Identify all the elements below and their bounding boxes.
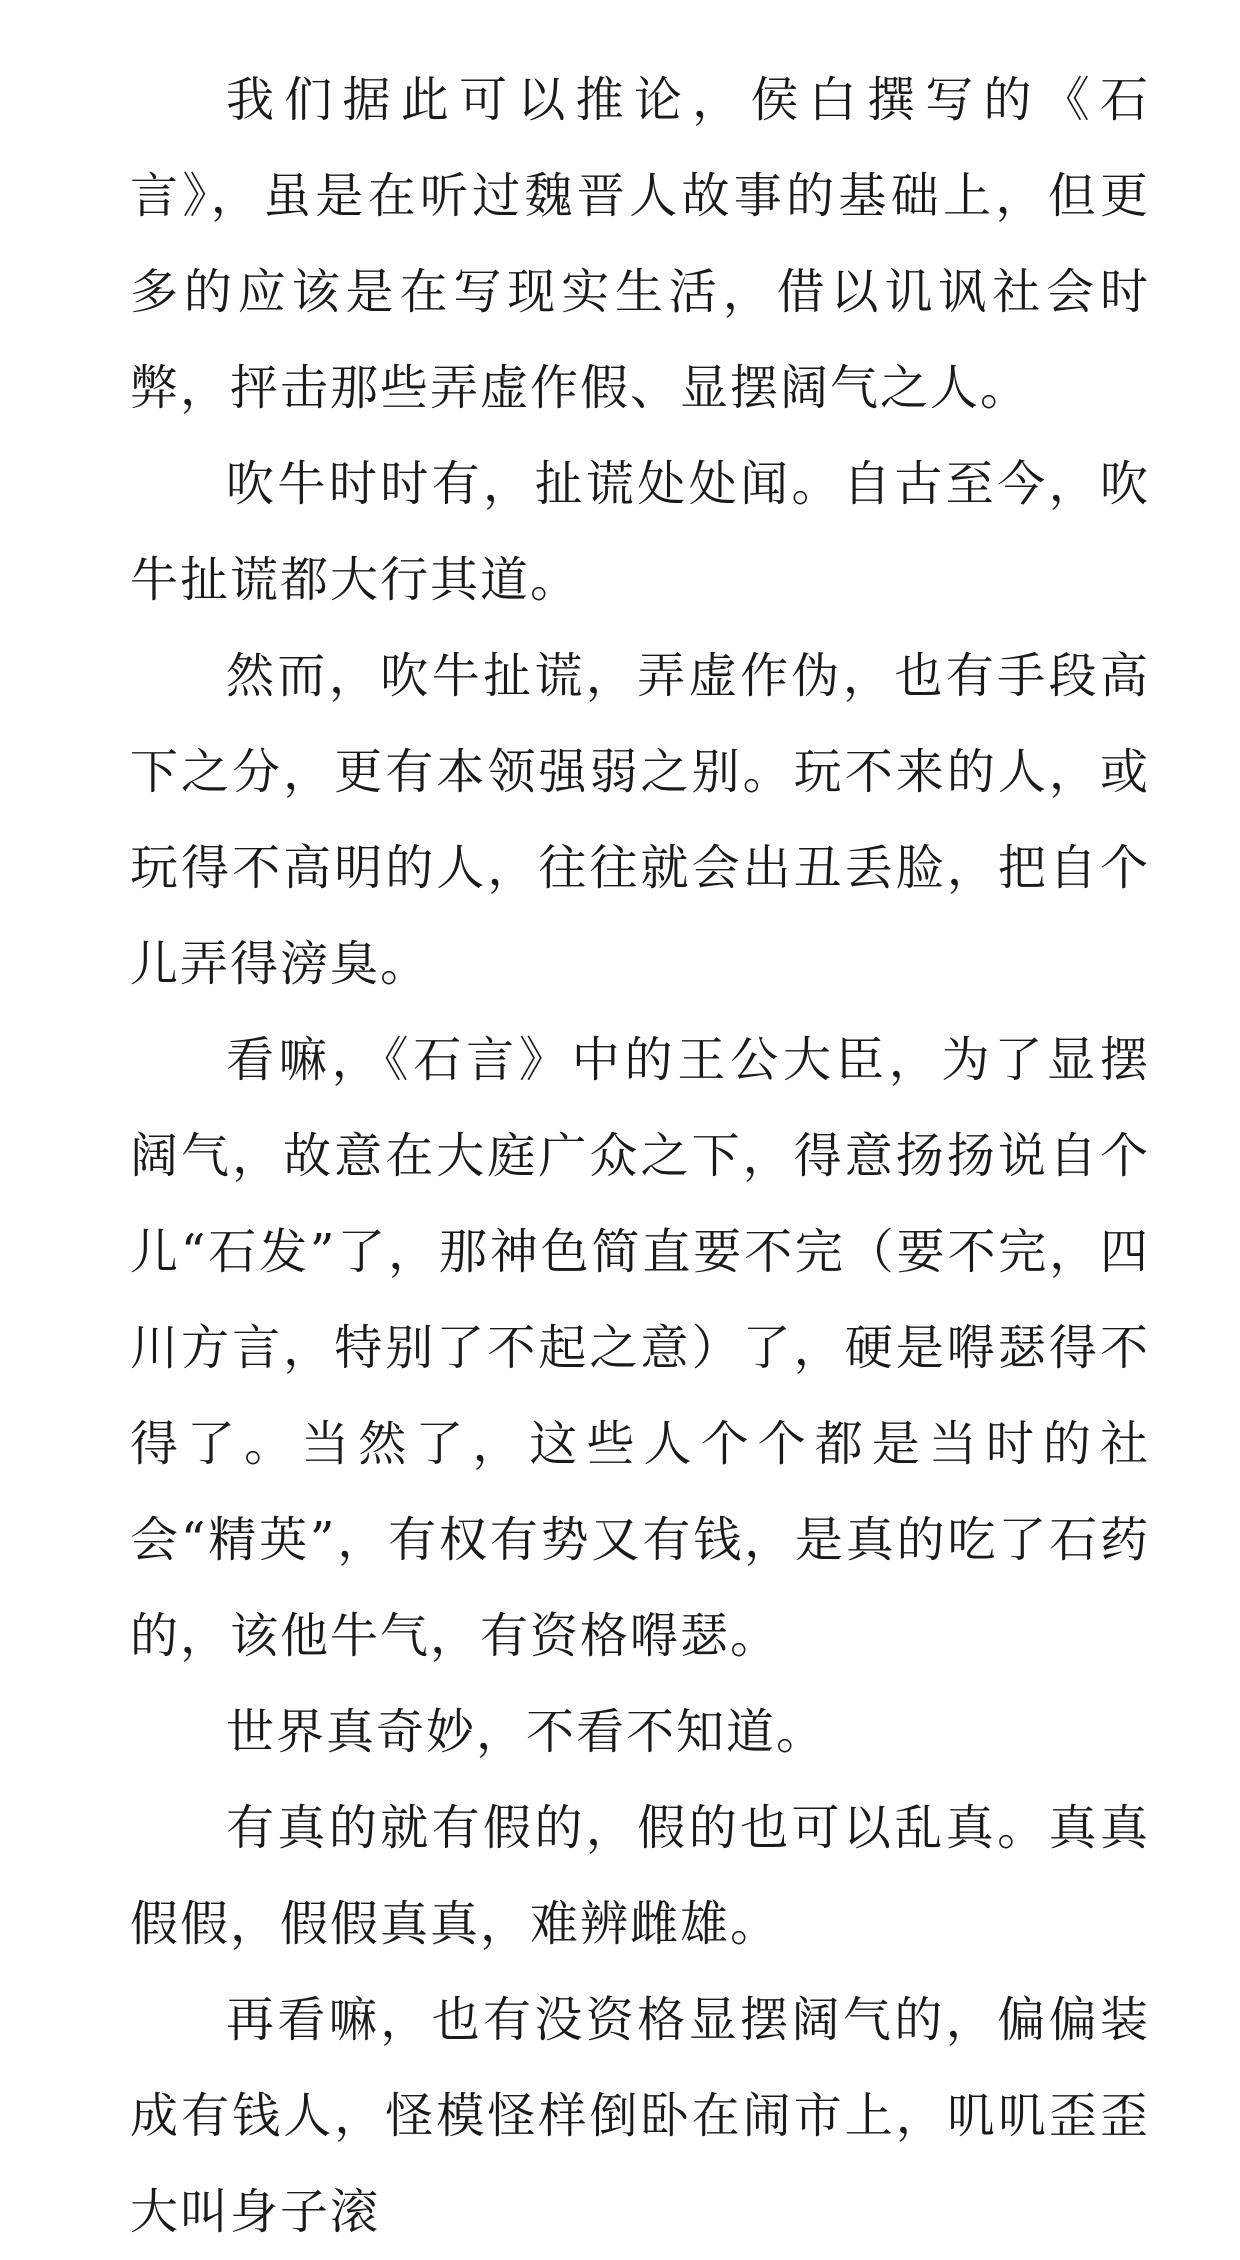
paragraph-2: 吹牛时时有，扯谎处处闻。自古至今，吹牛扯谎都大行其道。 [130, 456, 1150, 608]
document-page [130, 52, 1150, 2260]
paragraph-5: 世界真奇妙，不看不知道。 [226, 1704, 827, 1760]
paragraph-4: 看嘛，《石言》中的王公大臣，为了显摆阔气，故意在大庭广众之下，得意扬扬说自个儿“石发”了，那神色简直要不完（要不完，四川方言，特别了不起之意）了，硬是嘚瑟得不得了。当然了，这些人个个都是当时的社会“精英”，有权有势又有钱，是真的吃了石药的，该他牛气，有资格嘚瑟。 [130, 1032, 1150, 1664]
paragraph-7: 再看嘛，也有没资格显摆阔气的，偏偏装成有钱人，怪模怪样倒卧在闹市上，叽叽歪歪大叫身子滚 [130, 1992, 1150, 2240]
paragraph-1: 我们据此可以推论，侯白撰写的《石言》，虽是在听过魏晋人故事的基础上，但更多的应该是在写现实生活，借以讥讽社会时弊，抨击那些弄虚作假、显摆阔气之人。 [130, 72, 1150, 416]
paragraph-6: 有真的就有假的，假的也可以乱真。真真假假，假假真真，难辨雌雄。 [130, 1800, 1150, 1952]
paragraph-3: 然而，吹牛扯谎，弄虚作伪，也有手段高下之分，更有本领强弱之别。玩不来的人，或玩得不高明的人，往往就会出丑丢脸，把自个儿弄得滂臭。 [130, 648, 1150, 992]
